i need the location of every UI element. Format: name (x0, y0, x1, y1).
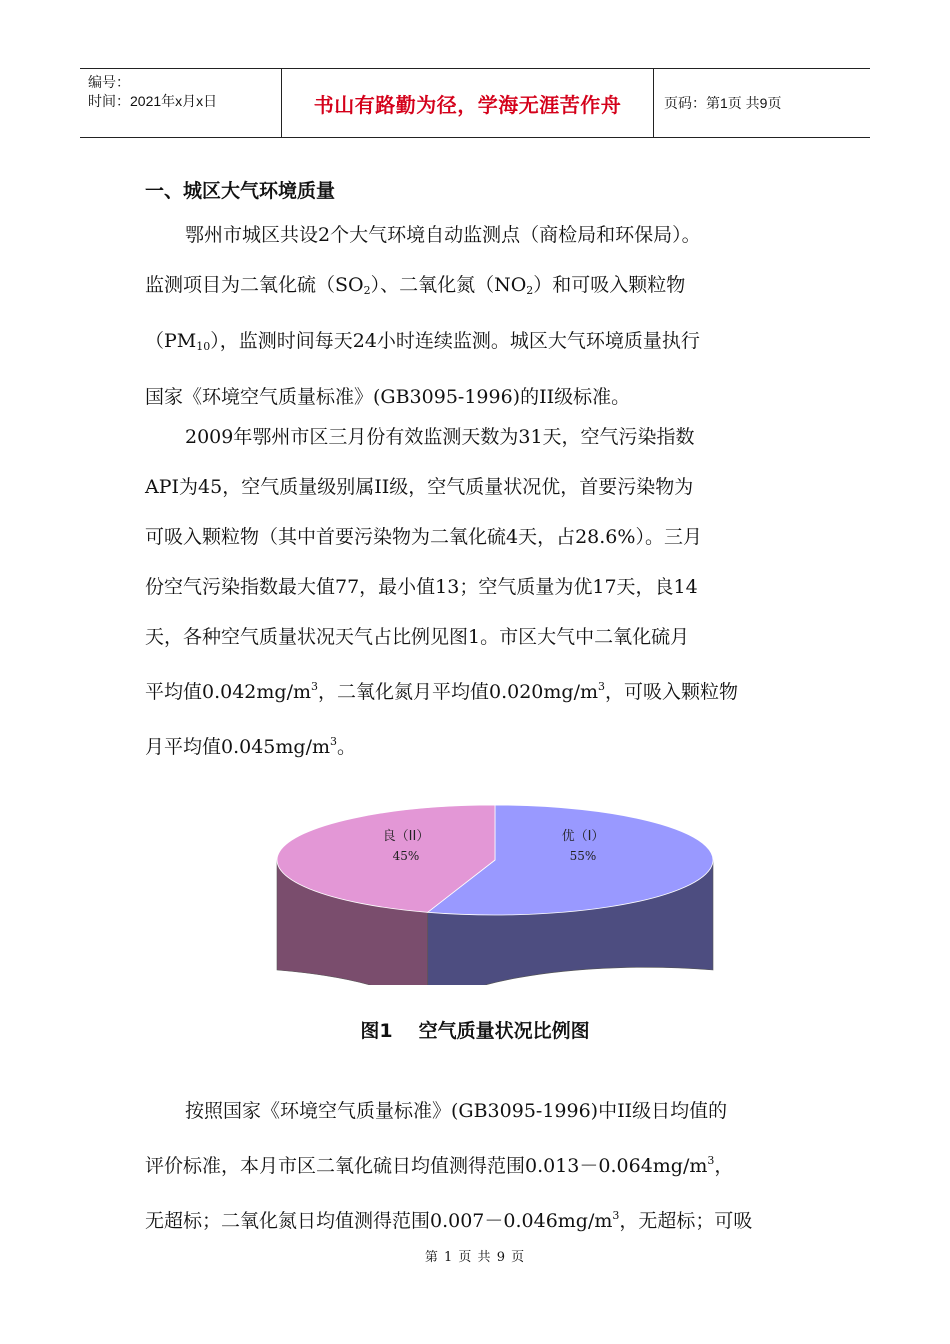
paragraph-line: 监测项目为二氧化硫$(SO_2)$、二氧化氮$(NO_2)$和可吸入颗粒物 (145, 274, 686, 297)
header-motto: 书山有路勤为径，学海无涯苦作舟 (282, 69, 654, 137)
paragraph-line: 无超标；二氧化氮日均值测得范围$0.007-0.046mg/m^3$，无超标；可吸 (145, 1209, 753, 1232)
section-title: 一、城区大气环境质量 (145, 180, 336, 202)
header-table (80, 68, 870, 138)
paragraph-line: 月平均值$0.045mg/m^3$。 (145, 735, 357, 758)
paragraph-line: 国家《环境空气质量标准》(GB3095-1996)的II级标准。 (145, 386, 631, 408)
figure-number: 图1 (360, 1020, 393, 1042)
figure-title: 空气质量状况比例图 (418, 1020, 590, 1042)
document-date: 时间：2021年x月x日 (88, 93, 218, 109)
paragraph-monitoring-setup (145, 210, 810, 422)
paragraph-line: $(PM_{10})$，监测时间每天24小时连续监测。城区大气环境质量执行 (145, 330, 700, 353)
pie-value-label: 45% (392, 849, 420, 863)
page-footer: 第 1 页 共 9 页 (424, 1250, 526, 1265)
document-number-label: 编号： (88, 74, 130, 90)
paragraph-line: 评价标准，本月市区二氧化硫日均值测得范围$0.013-0.064mg/m^3$， (145, 1154, 734, 1177)
air-quality-pie-chart (270, 800, 720, 985)
pie-tops (277, 805, 713, 915)
paragraph-evaluation (145, 1086, 810, 1246)
paragraph-line: 按照国家《环境空气质量标准》(GB3095-1996)中II级日均值的 (185, 1100, 728, 1122)
paragraph-line: 份空气污染指数最大值77，最小值13；空气质量为优17天，良14 (145, 576, 698, 598)
paragraph-line: 平均值$0.042mg/m^3$，二氧化氮月平均值$0.020mg/m^3$，可吸入颗粒物 (145, 680, 739, 703)
paragraph-march-results (145, 412, 810, 772)
paragraph-line: 可吸入颗粒物（其中首要污染物为二氧化硫4天，占28.6%）。三月 (145, 526, 702, 548)
header-meta-cell (80, 69, 282, 137)
figure-caption (0, 1016, 950, 1043)
paragraph-line: 2009年鄂州市区三月份有效监测天数为31天，空气污染指数 (185, 426, 695, 448)
paragraph-line: API为45，空气质量级别属II级，空气质量状况优，首要污染物为 (145, 476, 694, 498)
pie-category-label: 优（I） (561, 829, 605, 844)
pie-category-label: 良（II） (382, 829, 430, 844)
header-page-code: 页码：第1页 共9页 (664, 95, 782, 111)
paragraph-line: 鄂州市城区共设2个大气环境自动监测点（商检局和环保局）。 (185, 224, 701, 246)
paragraph-line: 天，各种空气质量状况天气占比例见图1。市区大气中二氧化硫月 (145, 626, 690, 648)
pie-value-label: 55% (569, 849, 597, 863)
